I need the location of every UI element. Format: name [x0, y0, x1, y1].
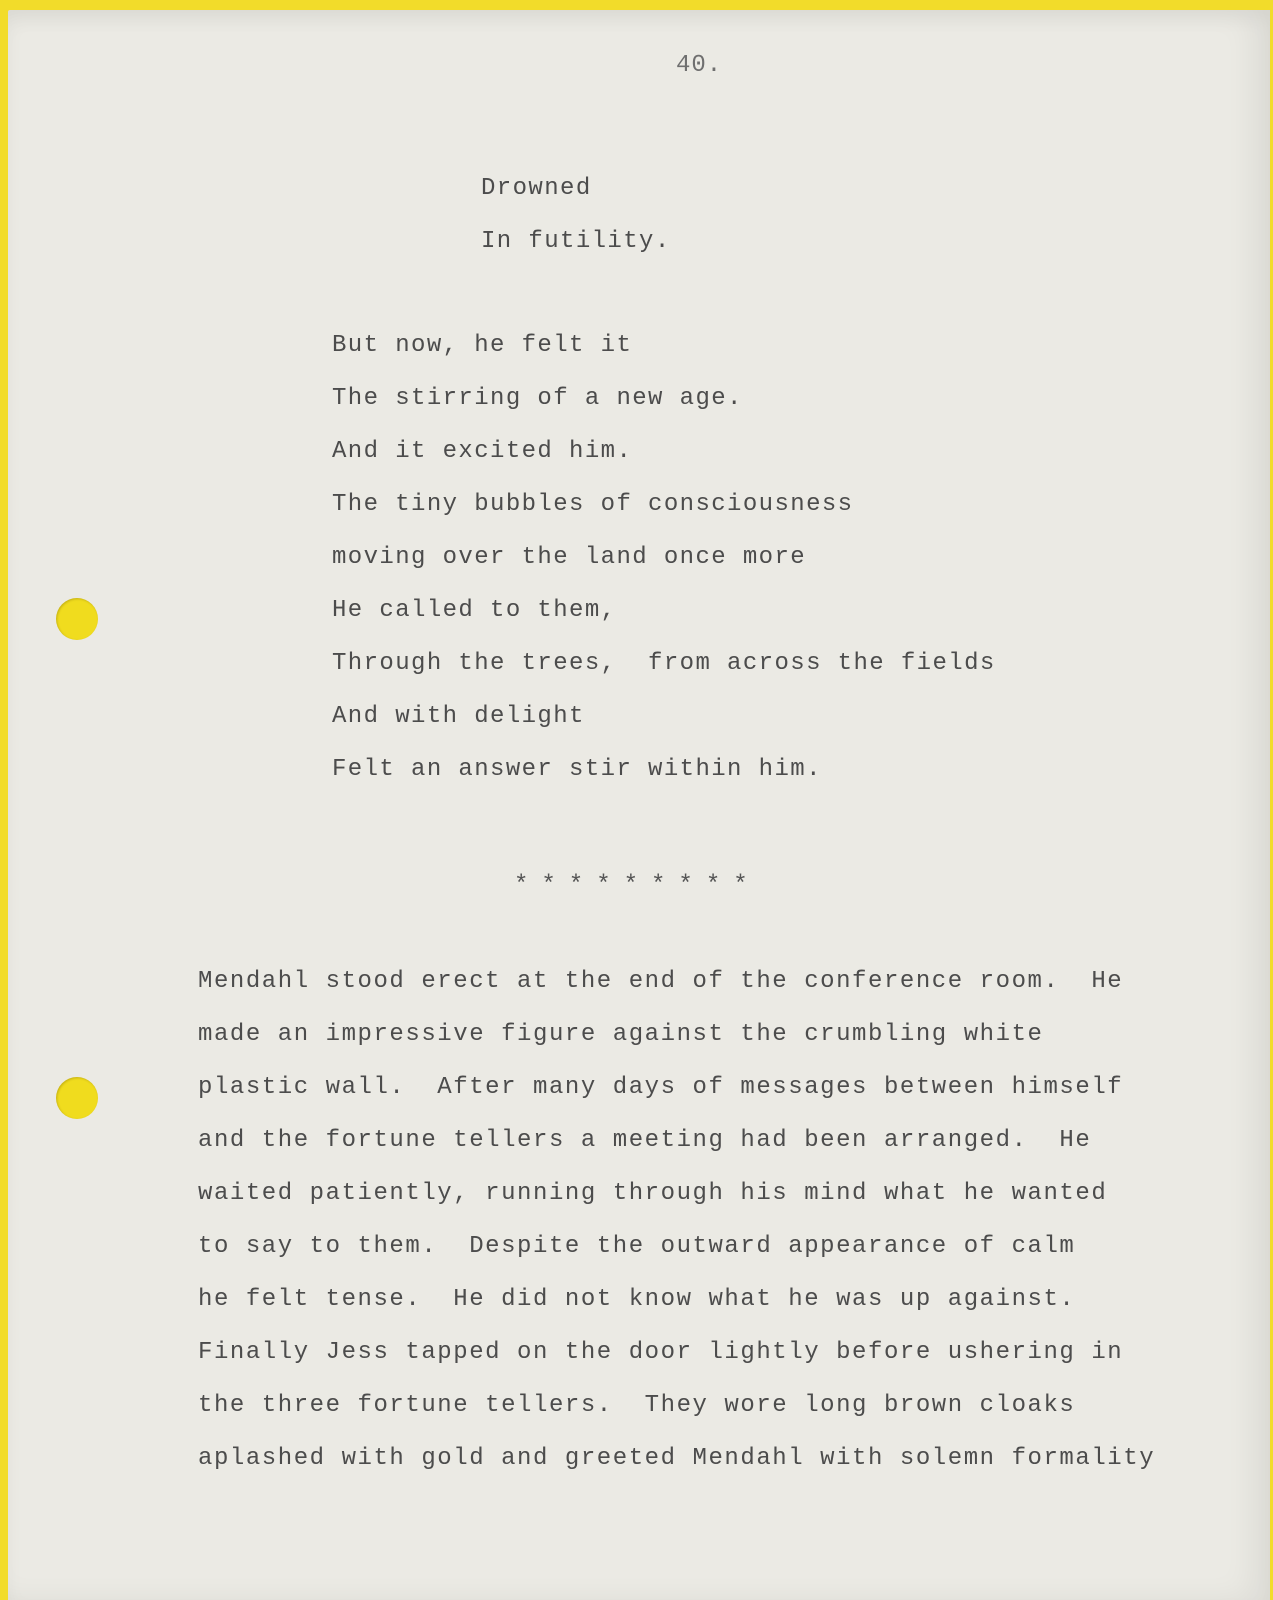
prose-line: he felt tense. He did not know what he was up against.: [198, 1286, 1076, 1313]
binder-hole-top: [56, 598, 98, 640]
prose-line: made an impressive figure against the crumbling white: [198, 1021, 1044, 1048]
prose-line: Mendahl stood erect at the end of the conference room. He: [198, 968, 1124, 995]
poem-line: The stirring of a new age.: [332, 385, 743, 412]
poem-line: The tiny bubbles of consciousness: [332, 491, 854, 518]
prose-line: aplashed with gold and greeted Mendahl with solemn formality: [198, 1445, 1156, 1472]
poem-line: He called to them,: [332, 597, 617, 624]
prose-line: to say to them. Despite the outward appearance of calm: [198, 1233, 1076, 1260]
poem-line: And with delight: [332, 703, 585, 730]
prose-line: and the fortune tellers a meeting had been arranged. He: [198, 1127, 1092, 1154]
poem-line: Through the trees, from across the fields: [332, 650, 996, 677]
poem-line: And it excited him.: [332, 438, 633, 465]
binder-hole-bottom: [56, 1077, 98, 1119]
prose-line: Finally Jess tapped on the door lightly before ushering in: [198, 1339, 1124, 1366]
prose-line: waited patiently, running through his mind what he wanted: [198, 1180, 1108, 1207]
poem-line: Felt an answer stir within him.: [332, 756, 822, 783]
section-separator: *********: [514, 872, 761, 899]
poem-line: In futility.: [481, 228, 671, 255]
page-number: 40.: [676, 52, 723, 79]
poem-line: Drowned: [481, 175, 592, 202]
poem-line: moving over the land once more: [332, 544, 807, 571]
prose-line: plastic wall. After many days of messages between himself: [198, 1074, 1124, 1101]
typewritten-page: [8, 10, 1270, 1600]
prose-line: the three fortune tellers. They wore long brown cloaks: [198, 1392, 1076, 1419]
poem-line: But now, he felt it: [332, 332, 633, 359]
